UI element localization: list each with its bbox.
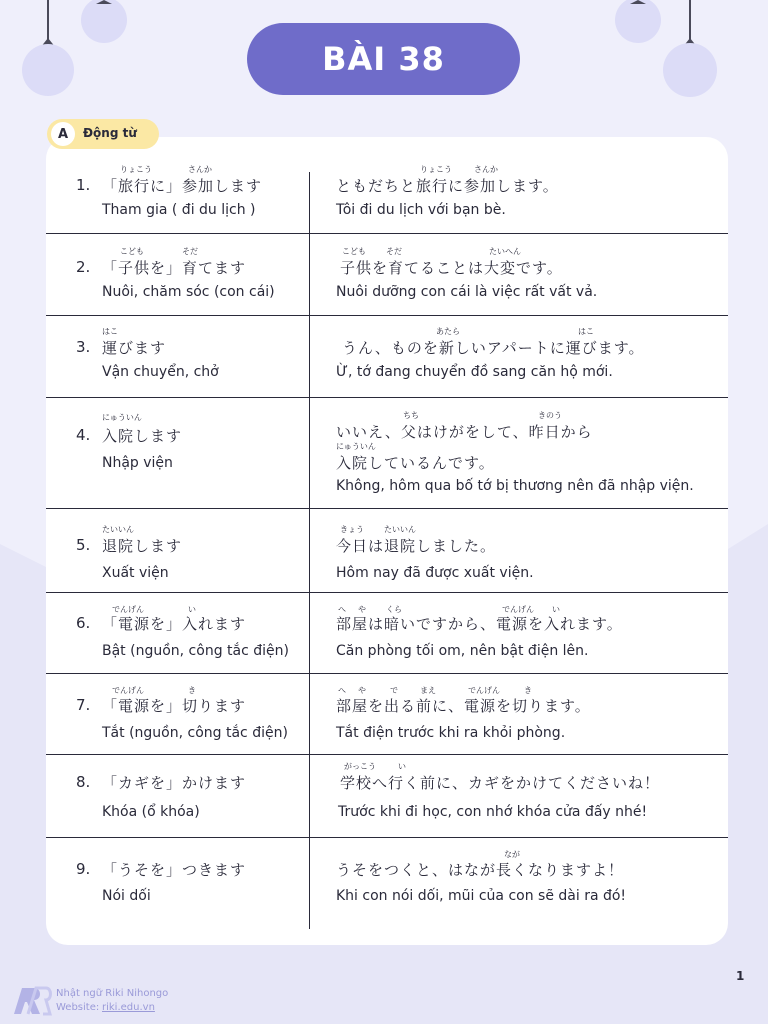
furigana: りょこう <box>120 165 152 174</box>
row-divider <box>46 508 728 509</box>
furigana: い <box>188 605 196 614</box>
vocab-japanese: 「うそを」つきます <box>102 861 247 879</box>
example-japanese: 部屋は暗いですから、電源を入れます。 <box>336 615 623 633</box>
row-divider <box>46 233 728 234</box>
example-furigana: なが <box>504 850 520 859</box>
example-furigana: でんげん <box>468 686 500 695</box>
example-furigana: ちち <box>403 411 419 420</box>
example-furigana: や <box>358 686 366 695</box>
example-meaning: Tắt điện trước khi ra khỏi phòng. <box>336 725 566 741</box>
furigana: にゅういん <box>102 413 142 422</box>
example-meaning: Ừ, tớ đang chuyển đồ sang căn hộ mới. <box>336 364 613 380</box>
example-furigana: りょこう <box>420 165 452 174</box>
riki-logo-icon <box>12 984 52 1016</box>
row-divider <box>46 315 728 316</box>
example-furigana: たいいん <box>384 525 416 534</box>
vocab-japanese: 「子供を」育てます <box>102 259 247 277</box>
example-japanese: うん、ものを新しいアパートに運びます。 <box>342 339 645 357</box>
example-furigana: へ <box>338 605 346 614</box>
vocab-meaning: Tắt (nguồn, công tắc điện) <box>102 725 288 741</box>
section-letter: A <box>51 122 75 146</box>
example-furigana: そだ <box>386 247 402 256</box>
vocab-meaning: Khóa (ổ khóa) <box>102 804 200 820</box>
item-number: 3. <box>76 338 91 356</box>
lamp-icon-right-2 <box>658 0 722 100</box>
example-japanese: ともだちと旅行に参加します。 <box>336 177 559 195</box>
row-divider <box>46 754 728 755</box>
footer-brand: Nhật ngữ Riki Nihongo <box>56 988 169 999</box>
row-divider <box>46 837 728 838</box>
example-meaning: Trước khi đi học, con nhớ khóa cửa đấy nhé! <box>338 804 648 820</box>
item-number: 8. <box>76 773 91 791</box>
example-japanese: うそをつくと、はなが長くなりますよ！ <box>336 861 625 879</box>
furigana: でんげん <box>112 686 144 695</box>
vocab-meaning: Bật (nguồn, công tắc điện) <box>102 643 289 659</box>
furigana: でんげん <box>112 605 144 614</box>
example-furigana: や <box>358 605 366 614</box>
example-meaning: Tôi đi du lịch với bạn bè. <box>336 202 506 218</box>
example-furigana: い <box>398 762 406 771</box>
example-meaning: Hôm nay đã được xuất viện. <box>336 565 534 581</box>
example-furigana: で <box>390 686 398 695</box>
example-furigana: へ <box>338 686 346 695</box>
example-furigana: あたら <box>436 327 460 336</box>
item-number: 6. <box>76 614 91 632</box>
vocab-meaning: Xuất viện <box>102 565 169 581</box>
example-meaning: Nuôi dưỡng con cái là việc rất vất vả. <box>336 284 598 300</box>
example-furigana: こども <box>342 247 366 256</box>
row-divider <box>46 397 728 398</box>
furigana: たいいん <box>102 525 134 534</box>
item-number: 2. <box>76 258 91 276</box>
lesson-title: BÀI 38 <box>247 23 520 95</box>
vocab-japanese: 「電源を」入れます <box>102 615 247 633</box>
example-furigana: にゅういん <box>336 442 376 451</box>
page-number: 1 <box>736 969 745 983</box>
item-number: 7. <box>76 696 91 714</box>
example-furigana: さんか <box>474 165 498 174</box>
example-japanese: 学校へ行く前に、カギをかけてくださいね！ <box>340 774 661 792</box>
vocab-japanese: 「電源を」切ります <box>102 697 247 715</box>
example-furigana: き <box>524 686 532 695</box>
example-furigana: きのう <box>538 411 562 420</box>
vocab-meaning: Tham gia ( đi du lịch ) <box>102 202 256 218</box>
section-tag <box>47 119 159 149</box>
footer-website-link[interactable]: riki.edu.vn <box>102 1002 155 1013</box>
example-japanese: 部屋を出る前に、電源を切ります。 <box>336 697 591 715</box>
furigana: そだ <box>182 247 198 256</box>
column-divider <box>309 172 310 929</box>
row-divider <box>46 592 728 593</box>
example-furigana: がっこう <box>344 762 376 771</box>
footer-website-label: Website: <box>56 1002 100 1013</box>
example-japanese: いいえ、父はけがをして、昨日から <box>336 423 593 441</box>
example-furigana: まえ <box>420 686 436 695</box>
furigana: はこ <box>102 327 118 336</box>
vocab-japanese: 退院します <box>102 537 183 555</box>
vocab-japanese: 「カギを」かけます <box>102 774 247 792</box>
row-divider <box>46 673 728 674</box>
furigana: き <box>188 686 196 695</box>
lamp-icon-left-1 <box>18 0 78 100</box>
lamp-icon-left-2 <box>78 0 130 50</box>
item-number: 4. <box>76 426 91 444</box>
example-japanese-line2: 入院しているんです。 <box>336 454 495 472</box>
example-meaning: Căn phòng tối om, nên bật điện lên. <box>336 643 589 659</box>
example-japanese: 子供を育てることは大変です。 <box>340 259 563 277</box>
example-meaning: Khi con nói dối, mũi của con sẽ dài ra đó! <box>336 888 627 904</box>
example-furigana: くら <box>386 605 402 614</box>
example-furigana: はこ <box>578 327 594 336</box>
section-label: Động từ <box>83 126 137 140</box>
example-japanese: 今日は退院しました。 <box>336 537 497 555</box>
furigana: こども <box>120 247 144 256</box>
example-furigana: たいへん <box>489 247 521 256</box>
vocab-meaning: Vận chuyển, chở <box>102 364 219 380</box>
example-meaning: Không, hôm qua bố tớ bị thương nên đã nhập viện. <box>336 478 694 494</box>
vocab-japanese: 入院します <box>102 427 183 445</box>
item-number: 1. <box>76 176 91 194</box>
item-number: 5. <box>76 536 91 554</box>
vocab-meaning: Nhập viện <box>102 455 173 471</box>
example-furigana: い <box>552 605 560 614</box>
vocab-meaning: Nói dối <box>102 888 151 904</box>
example-furigana: きょう <box>340 525 364 534</box>
furigana: さんか <box>188 165 212 174</box>
vocab-japanese: 「旅行に」参加します <box>102 177 263 195</box>
example-furigana: でんげん <box>502 605 534 614</box>
item-number: 9. <box>76 860 91 878</box>
vocab-meaning: Nuôi, chăm sóc (con cái) <box>102 284 275 300</box>
vocab-japanese: 運びます <box>102 339 167 357</box>
